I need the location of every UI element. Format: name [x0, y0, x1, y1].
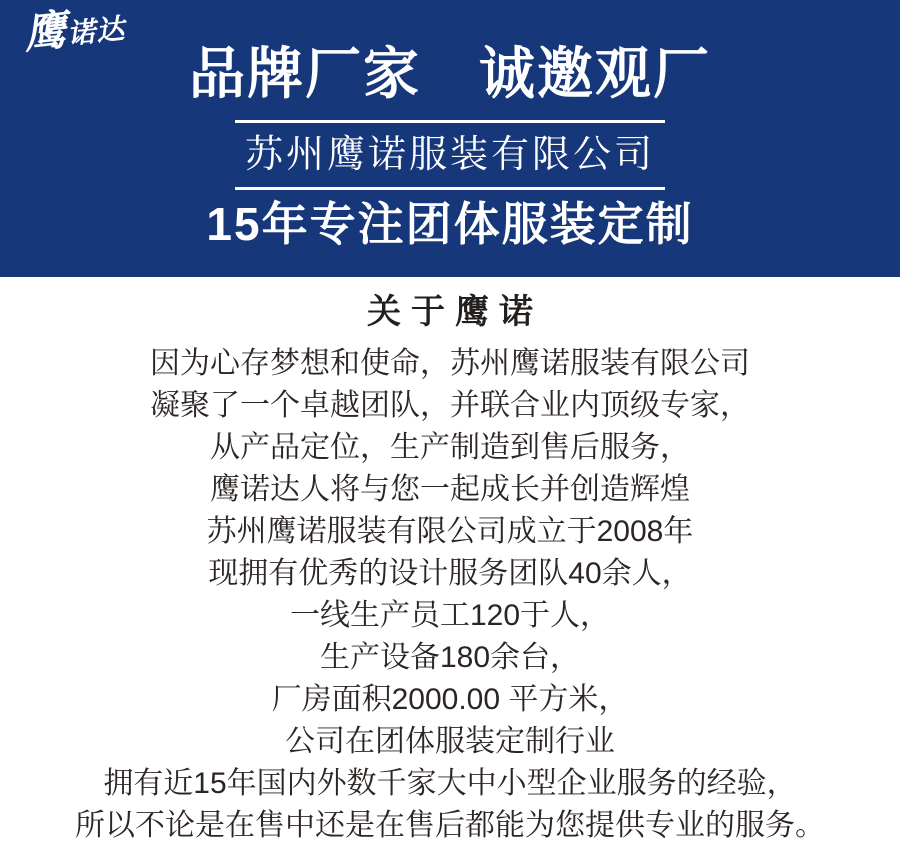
about-text: [0, 343, 900, 847]
about-text-line: 现拥有优秀的设计服务团队40余人，: [208, 557, 692, 590]
header-title: 品牌厂家 诚邀观厂: [189, 42, 711, 105]
divider-bottom: [235, 187, 665, 190]
about-text-line: 拥有近15年国内外数千家大中小型企业服务的经验，: [103, 767, 797, 800]
header-banner: [0, 0, 900, 277]
about-text-line: 苏州鹰诺服装有限公司成立于2008年: [206, 515, 694, 548]
about-text-line: 厂房面积2000.00 平方米，: [271, 683, 629, 716]
about-section: [0, 293, 900, 847]
about-text-line: 所以不论是在售中还是在售后都能为您提供专业的服务。: [75, 809, 825, 842]
brand-logo: 鹰诺达: [21, 5, 127, 58]
company-name: 苏州鹰诺服装有限公司: [244, 134, 655, 176]
about-text-line: 生产设备180余台，: [319, 641, 581, 674]
divider-top: [235, 120, 665, 123]
about-text-line: 从产品定位，生产制造到售后服务，: [210, 431, 690, 464]
header-tagline: 15年专注团体服装定制: [206, 198, 694, 250]
about-text-line: 公司在团体服装定制行业: [285, 725, 615, 758]
about-text-line: 凝聚了一个卓越团队，并联合业内顶级专家，: [150, 389, 750, 422]
about-heading: 关于鹰诺: [367, 293, 543, 331]
about-text-line: 鹰诺达人将与您一起成长并创造辉煌: [210, 473, 690, 506]
about-text-line: 因为心存梦想和使命，苏州鹰诺服装有限公司: [150, 347, 750, 380]
about-text-line: 一线生产员工120于人，: [289, 599, 611, 632]
